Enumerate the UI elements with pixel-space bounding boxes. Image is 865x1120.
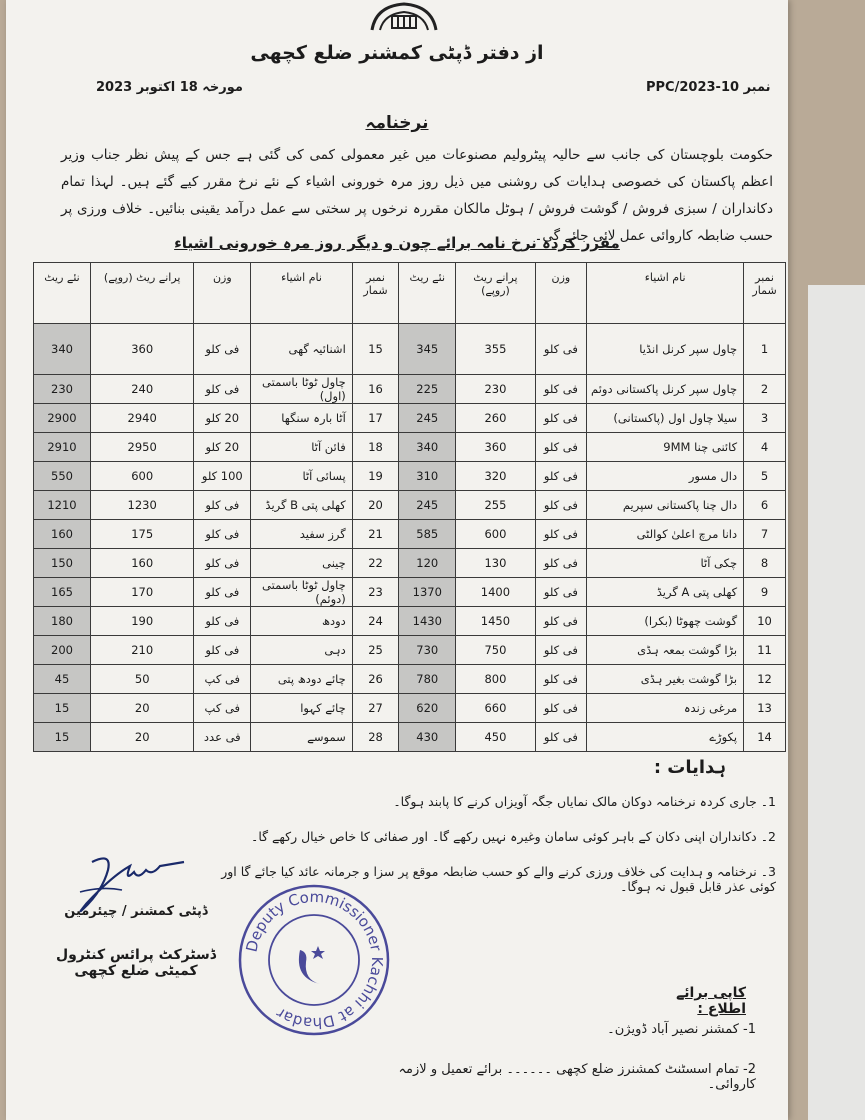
table-row [34,636,786,665]
old-rate-cell: 240 [91,375,194,404]
unit-cell: فی کلو [535,578,586,607]
old-rate-cell: 1450 [456,607,535,636]
new-rate-cell: 585 [399,520,456,549]
serial-cell: 12 [744,665,786,694]
background-paper [808,285,865,1120]
unit-cell: فی کلو [535,375,586,404]
item-cell: چاول سپر کرنل انڈیا [587,324,744,375]
new-rate-cell: 230 [34,375,91,404]
unit-cell: فی کلو [535,433,586,462]
old-rate-cell: 1400 [456,578,535,607]
new-rate-cell: 150 [34,549,91,578]
old-rate-cell: 360 [456,433,535,462]
table-row [34,462,786,491]
item-cell: بڑا گوشت بمعہ ہڈی [587,636,744,665]
serial-cell: 1 [744,324,786,375]
new-rate-cell: 165 [34,578,91,607]
old-rate-cell: 20 [91,694,194,723]
signatory-committee: ڈسٹرکٹ پرائس کنٹرول کمیٹی ضلع کچھی [55,947,217,979]
new-rate-cell: 180 [34,607,91,636]
old-rate-cell: 600 [91,462,194,491]
col-old-rate: پرانے ریٹ (روپے) [456,263,535,324]
unit-cell: فی کلو [535,607,586,636]
item-cell: دال چنا پاکستانی سپریم [587,491,744,520]
serial-cell: 11 [744,636,786,665]
new-rate-cell: 245 [399,491,456,520]
old-rate-cell: 210 [91,636,194,665]
serial-cell: 15 [352,324,399,375]
new-rate-cell: 15 [34,723,91,752]
date-line: مورخہ 18 اکتوبر 2023 [96,80,243,95]
new-rate-cell: 120 [399,549,456,578]
rate-table [33,262,786,752]
serial-cell: 6 [744,491,786,520]
serial-cell: 16 [352,375,399,404]
reference-number: نمبر 10-2023/PPC [646,80,771,95]
serial-cell: 8 [744,549,786,578]
serial-cell: 22 [352,549,399,578]
old-rate-cell: 355 [456,324,535,375]
new-rate-cell: 160 [34,520,91,549]
item-cell: آٹا بارہ سنگھا [251,404,353,433]
table-row [34,607,786,636]
item-cell: پکوڑے [587,723,744,752]
old-rate-cell: 160 [91,549,194,578]
table-header-row [34,263,786,324]
unit-cell: فی کلو [194,549,251,578]
unit-cell: فی کلو [194,324,251,375]
item-cell: دال مسور [587,462,744,491]
old-rate-cell: 20 [91,723,194,752]
serial-cell: 21 [352,520,399,549]
intro-paragraph: حکومت بلوچستان کی جانب سے حالیہ پیٹرولیم مصنوعات میں غیر معمولی کمی کی گئی ہے جس کے پیش نظر جناب وزیر اعظم پاکستان کی خصوصی ہدایات کی روشنی میں ذیل روز مرہ خورونی اشیاء کے نئے نرخ مقرر کیے گئے ہیں۔ لہذا تمام دکانداران / سبزی فروش / گوشت فروش / ہوٹل مالکان مقررہ نرخوں پر سختی سے عمل درآمد یقینی بنائیں۔ خلاف ورزی پر حسب ضابطہ کاروائی عمل لائی جائے گی۔ [61,147,773,244]
col-unit: وزن [535,263,586,324]
old-rate-cell: 175 [91,520,194,549]
table-row [34,324,786,375]
col-new-rate: نئے ریٹ [399,263,456,324]
unit-cell: فی کلو [194,607,251,636]
serial-cell: 23 [352,578,399,607]
serial-cell: 9 [744,578,786,607]
document-page [6,0,788,1120]
old-rate-cell: 170 [91,578,194,607]
serial-cell: 24 [352,607,399,636]
item-cell: چاول ٹوٹا باسمتی (اول) [251,375,353,404]
serial-cell: 18 [352,433,399,462]
old-rate-cell: 750 [456,636,535,665]
item-cell: گوشت چھوٹا (بکرا) [587,607,744,636]
unit-cell: فی کلو [535,723,586,752]
unit-cell: فی کلو [535,694,586,723]
instruction-item: 3۔ نرخنامہ و ہدایت کی خلاف ورزی کرنے والے کو حسب ضابطہ موقع پر سزا و جرمانہ عائد کیا جائے گا اور کوئی عذر قابل قبول نہ ہوگا۔ [221,864,776,894]
old-rate-cell: 320 [456,462,535,491]
col-unit-2: وزن [194,263,251,324]
new-rate-cell: 345 [399,324,456,375]
item-cell: دہی [251,636,353,665]
unit-cell: فی کلو [194,491,251,520]
unit-cell: فی کلو [535,324,586,375]
new-rate-cell: 200 [34,636,91,665]
unit-cell: فی کلو [535,549,586,578]
col-new-rate-2: نئے ریٹ [34,263,91,324]
new-rate-cell: 245 [399,404,456,433]
serial-cell: 19 [352,462,399,491]
old-rate-cell: 130 [456,549,535,578]
table-row [34,433,786,462]
instruction-item: 2۔ دکانداران اپنی دکان کے باہر کوئی سامان وغیرہ نہیں رکھے گا۔ اور صفائی کا خاص خیال رکھے گا۔ [251,829,776,844]
old-rate-cell: 1230 [91,491,194,520]
new-rate-cell: 550 [34,462,91,491]
unit-cell: فی کلو [535,636,586,665]
item-cell: گرز سفید [251,520,353,549]
serial-cell: 10 [744,607,786,636]
unit-cell: فی کپ [194,694,251,723]
instruction-item: 1۔ جاری کردہ نرخنامہ دوکان مالک نمایاں جگہ آویزاں کرنے کا پابند ہوگا۔ [393,794,776,809]
table-row [34,665,786,694]
new-rate-cell: 45 [34,665,91,694]
item-cell: اشنائیہ گھی [251,324,353,375]
serial-cell: 3 [744,404,786,433]
instructions-title: ہدایات : [653,757,726,778]
old-rate-cell: 2940 [91,404,194,433]
old-rate-cell: 260 [456,404,535,433]
new-rate-cell: 1430 [399,607,456,636]
col-item: نام اشیاء [587,263,744,324]
serial-cell: 4 [744,433,786,462]
table-row [34,491,786,520]
new-rate-cell: 2910 [34,433,91,462]
unit-cell: فی عدد [194,723,251,752]
unit-cell: فی کپ [194,665,251,694]
table-row [34,375,786,404]
unit-cell: فی کلو [535,520,586,549]
old-rate-cell: 450 [456,723,535,752]
item-cell: دودھ [251,607,353,636]
old-rate-cell: 2950 [91,433,194,462]
copy-item: 1- کمشنر نصیر آباد ڈویژن۔ [607,1022,756,1037]
item-cell: سیلا چاول اول (پاکستانی) [587,404,744,433]
item-cell: کھلی پتی B گریڈ [251,491,353,520]
old-rate-cell: 600 [456,520,535,549]
table-row [34,520,786,549]
old-rate-cell: 230 [456,375,535,404]
new-rate-cell: 1370 [399,578,456,607]
new-rate-cell: 730 [399,636,456,665]
unit-cell: فی کلو [535,665,586,694]
unit-cell: فی کلو [535,404,586,433]
table-title: مقرر کردہ نرخ نامہ برائے چون و دیگر روز مرہ خورونی اشیاء [174,234,620,252]
item-cell: کائنی چنا 9MM [587,433,744,462]
serial-cell: 20 [352,491,399,520]
emblem-icon [366,0,442,34]
item-cell: دانا مرچ اعلیٰ کوالٹی [587,520,744,549]
old-rate-cell: 800 [456,665,535,694]
old-rate-cell: 660 [456,694,535,723]
item-cell: کھلی پتی A گریڈ [587,578,744,607]
serial-cell: 25 [352,636,399,665]
table-row [34,549,786,578]
new-rate-cell: 780 [399,665,456,694]
item-cell: چائے دودھ پتی [251,665,353,694]
official-seal [234,880,394,1040]
item-cell: چائے کہوا [251,694,353,723]
serial-cell: 26 [352,665,399,694]
item-cell: چاول ٹوٹا باسمتی (دوئم) [251,578,353,607]
item-cell: سموسے [251,723,353,752]
old-rate-cell: 190 [91,607,194,636]
unit-cell: 20 کلو [194,433,251,462]
page-title: نرخنامہ [365,113,429,133]
table-row [34,694,786,723]
col-serial: نمبر شمار [744,263,786,324]
unit-cell: فی کلو [194,578,251,607]
new-rate-cell: 225 [399,375,456,404]
copy-title: کاپی برائے اطلاع : [676,985,746,1017]
table-row [34,404,786,433]
serial-cell: 13 [744,694,786,723]
unit-cell: فی کلو [535,462,586,491]
new-rate-cell: 620 [399,694,456,723]
item-cell: چکی آٹا [587,549,744,578]
old-rate-cell: 360 [91,324,194,375]
old-rate-cell: 255 [456,491,535,520]
new-rate-cell: 430 [399,723,456,752]
unit-cell: فی کلو [194,375,251,404]
unit-cell: فی کلو [194,636,251,665]
item-cell: مرغی زندہ [587,694,744,723]
unit-cell: 20 کلو [194,404,251,433]
serial-cell: 2 [744,375,786,404]
new-rate-cell: 1210 [34,491,91,520]
office-heading: از دفتر ڈپٹی کمشنر ضلع کچھی [250,42,544,64]
new-rate-cell: 340 [399,433,456,462]
unit-cell: فی کلو [194,520,251,549]
new-rate-cell: 340 [34,324,91,375]
col-item-2: نام اشیاء [251,263,353,324]
new-rate-cell: 2900 [34,404,91,433]
item-cell: چینی [251,549,353,578]
signatory-title: ڈپٹی کمشنر / چیئرمین [64,904,208,919]
copy-item: 2- تمام اسسٹنٹ کمشنرز ضلع کچھی ۔۔۔۔۔۔ برائے تعمیل و لازمہ کاروائی۔ [398,1062,756,1092]
serial-cell: 28 [352,723,399,752]
seal-text: Deputy Commissioner Kachhi at Dhadar [242,887,387,1033]
item-cell: پسائی آٹا [251,462,353,491]
table-row [34,723,786,752]
old-rate-cell: 50 [91,665,194,694]
item-cell: فائن آٹا [251,433,353,462]
serial-cell: 17 [352,404,399,433]
serial-cell: 5 [744,462,786,491]
new-rate-cell: 15 [34,694,91,723]
item-cell: بڑا گوشت بغیر ہڈی [587,665,744,694]
item-cell: چاول سپر کرنل پاکستانی دوئم [587,375,744,404]
serial-cell: 27 [352,694,399,723]
unit-cell: 100 کلو [194,462,251,491]
new-rate-cell: 310 [399,462,456,491]
table-row [34,578,786,607]
unit-cell: فی کلو [535,491,586,520]
col-serial-2: نمبر شمار [352,263,399,324]
serial-cell: 7 [744,520,786,549]
col-old-rate-2: پرانے ریٹ (روپے) [91,263,194,324]
serial-cell: 14 [744,723,786,752]
svg-text:Deputy Commissioner Kachhi at [243,888,387,1032]
